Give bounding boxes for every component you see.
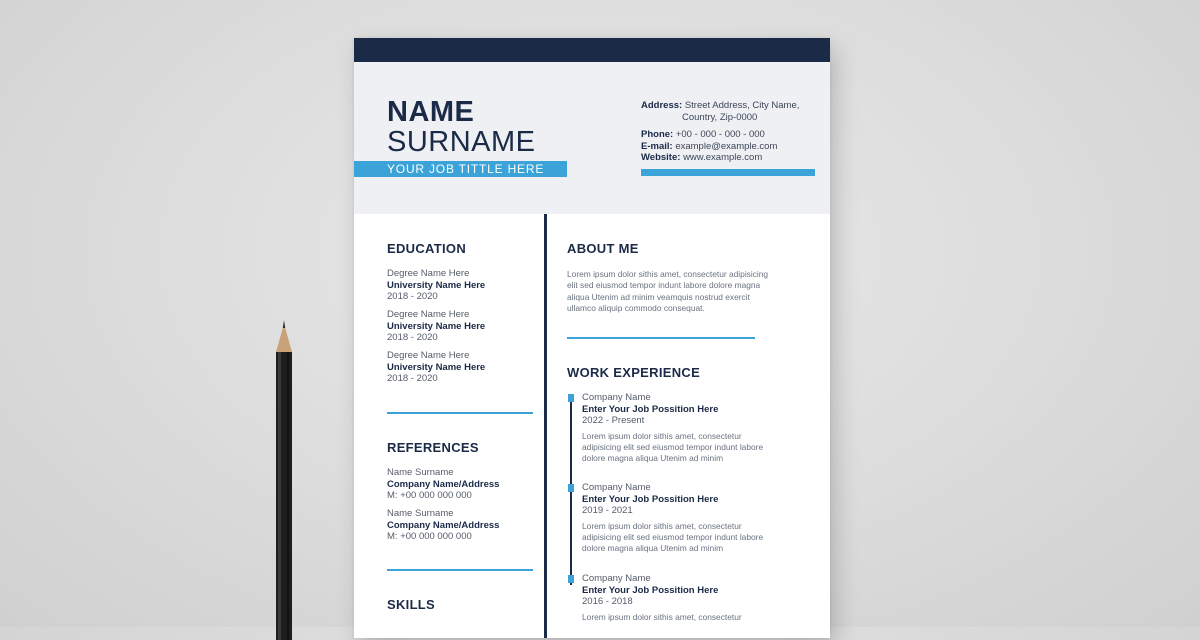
references-title: REFERENCES [387,440,479,455]
contact-block [641,100,821,164]
website-label: Website: [641,152,681,163]
contact-accent-bar [641,169,815,176]
work-item [582,573,802,623]
email-label: E-mail: [641,140,673,152]
education-item [387,268,537,303]
reference-name: Name Surname [387,508,454,519]
email-value: example@example.com [675,140,778,152]
work-desc-line: Lorem ipsum dolor sithis amet, consectetur [582,430,742,441]
education-title: EDUCATION [387,241,467,256]
reference-name: Name Surname [387,467,454,478]
pencil-icon [274,320,294,640]
reference-mobile: M: +00 000 000 000 [387,531,472,542]
work-position: Enter Your Job Possition Here [582,493,719,505]
work-title: WORK EXPERIENCE [567,365,701,380]
address-line1: Street Address, City Name, [684,100,800,111]
reference-company: Company Name/Address [387,519,500,531]
work-desc-line: dolore magna aliqua Utenim ad minim [582,543,724,554]
work-dates: 2019 - 2021 [582,505,633,516]
phone-value: +00 - 000 - 000 - 000 [675,129,765,140]
education-years: 2018 - 2020 [387,291,438,302]
university-name: University Name Here [387,279,486,291]
phone-label: Phone: [641,129,674,140]
education-item [387,309,537,344]
work-desc-line: Lorem ipsum dolor sithis amet, consectetur [582,520,742,531]
address-line2: Country, Zip-0000 [682,111,758,123]
work-desc-line: dolore magna aliqua Utenim ad minim [582,453,724,464]
about-line: ullamco aliquip commodo consequat. [567,302,705,313]
university-name: University Name Here [387,320,486,332]
reference-mobile: M: +00 000 000 000 [387,490,472,501]
work-description [582,431,802,465]
university-name: University Name Here [387,361,486,373]
pencil-decoration [274,320,294,640]
work-description [582,521,802,555]
work-dates: 2016 - 2018 [582,596,633,607]
website-value: www.example.com [683,152,763,163]
references-divider [387,569,533,571]
work-company: Company Name [582,573,651,584]
job-title: YOUR JOB TITTLE HERE [354,161,567,177]
work-description [582,612,802,623]
about-text [567,269,797,314]
education-item [387,350,537,385]
work-company: Company Name [582,392,651,403]
work-position: Enter Your Job Possition Here [582,584,719,596]
reference-company: Company Name/Address [387,478,500,490]
degree-name: Degree Name Here [387,350,470,361]
timeline-marker [568,484,574,492]
degree-name: Degree Name Here [387,309,470,320]
work-company: Company Name [582,482,651,493]
work-desc-line: adipisicing elit sed eiusmod tempor indunt labore [582,441,764,452]
timeline-marker [568,575,574,583]
last-name: SURNAME [387,126,536,158]
reference-item [387,508,537,543]
work-item [582,482,802,554]
education-divider [387,412,533,414]
work-item [582,392,802,464]
work-position: Enter Your Job Possition Here [582,403,719,415]
about-line: Lorem ipsum dolor sithis amet, consectetur adipisicing [567,269,769,279]
about-line: elit sed eiusmod tempor indunt labore dolore magna [567,280,761,291]
about-title: ABOUT ME [567,241,639,256]
top-bar [354,38,830,62]
work-desc-line: adipisicing elit sed eiusmod tempor indunt labore [582,531,764,542]
degree-name: Degree Name Here [387,268,470,279]
column-divider [544,214,547,638]
timeline-marker [568,394,574,402]
address-label: Address: [641,100,683,111]
work-desc-line: Lorem ipsum dolor sithis amet, consectetur [582,611,742,622]
about-divider [567,337,755,339]
education-years: 2018 - 2020 [387,332,438,343]
skills-title: SKILLS [387,597,436,612]
reference-item [387,467,537,502]
about-line: aliqua Utenim ad minim veamquis nostrud exercit [567,291,750,302]
work-dates: 2022 - Present [582,415,645,426]
education-years: 2018 - 2020 [387,373,438,384]
resume-sheet [354,38,830,638]
first-name: NAME [387,96,475,128]
